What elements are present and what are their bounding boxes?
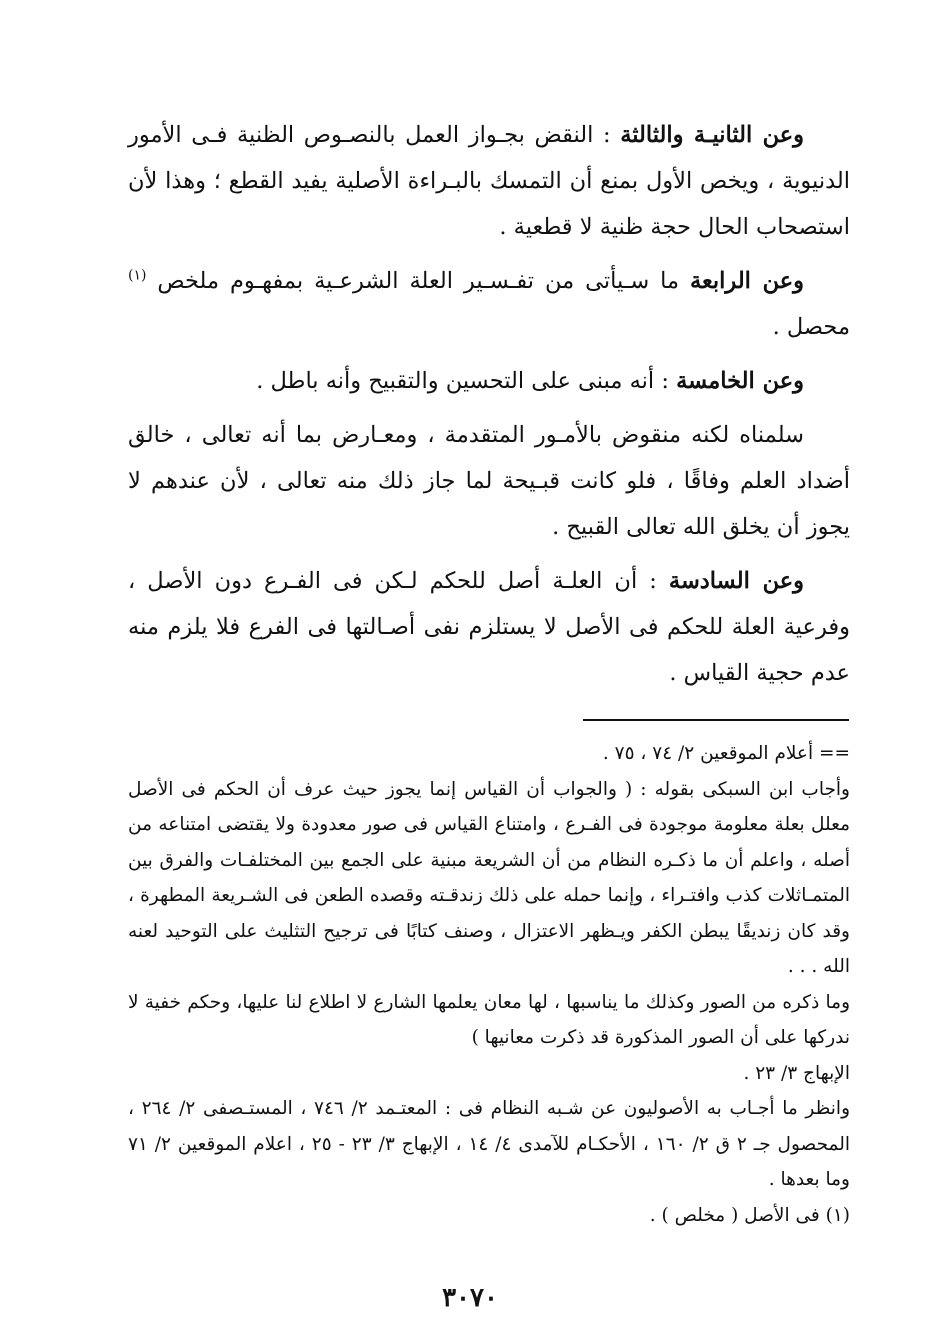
footnote-reference: (١) [128, 267, 147, 284]
footnote-divider [583, 719, 849, 721]
paragraph-text: : أنه مبنى على التحسين والتقبيح وأنه باطل . [256, 368, 677, 394]
paragraph-tail: محصل . [772, 314, 850, 340]
footnote-continuation: == أعلام الموقعين ٢/ ٧٤ ، ٧٥ . [602, 743, 850, 764]
paragraph-lead: وعن السادسة [668, 568, 804, 594]
paragraph-fourth [128, 258, 850, 350]
paragraph-text: : أن العلـة أصل للحكم لـكن فى الفـرع دون الأصل ، وفرعية العلة للحكم فى الأصل لا يستلزم نفى أصـالتها فى الفرع فلا يلزم منه عدم حجية القياس . [128, 568, 850, 686]
paragraph-fifth [128, 358, 850, 404]
footnote-citation: الإبهاج ٣/ ٢٣ . [743, 1062, 850, 1084]
paragraph-second-third [128, 112, 850, 250]
footnote-references: وانظر ما أجـاب به الأصوليون عن شـبه النظام فى : المعتـمد ٢/ ٧٤٦ ، المستـصفى ٢/ ٢٦٤ ، المحصول جـ ٢ ق ٢/ ١٦٠ ، الأحكـام للآمدى ٤/ ١٤ ، الإبهاج ٣/ ٢٣ - ٢٥ ، اعلام الموقعين ٢/ ٧١ وما بعدها . [128, 1098, 851, 1190]
page-number: ٣٠٧٠ [442, 1283, 498, 1313]
paragraph-lead: وعن الثانيـة والثالثة [620, 122, 805, 148]
main-text [128, 112, 850, 704]
paragraph-text: ما سـيأتى من تفـسـير العلة الشرعـية بمفهـوم ملخص [157, 268, 690, 294]
footnote-quote-end: وما ذكره من الصور وكذلك ما يناسبها ، لها معان يعلمها الشارع لا اطلاع لنا عليها، وحكم خفية لا ندركها على أن الصور المذكورة قد ذكرت معانيها ) [128, 991, 850, 1048]
paragraph-lead: وعن الرابعة [689, 268, 804, 294]
paragraph-text: سلمناه لكنه منقوض بالأمـور المتقدمة ، ومعـارض بما أنه تعالى ، خالق أضداد العلم وفاقًا ، فلو كانت قبـيحة لما جاز ذلك منه تعالى ، لأن عندهم لا يجوز أن يخلق الله تعالى القبيح . [128, 422, 850, 540]
footnote-quote: وأجاب ابن السبكى بقوله : ( والجواب أن القياس إنما يجوز حيث عرف أن الحكم فى الأصل معلل بعلة معلومة موجودة فى الفـرع ، وامتناع القياس فى صور معدودة ولا يقتضى امتناعه من أصله ، واعلم أن ما ذكـره النظام من أن الشريعة مبنية على الجمع بين المختلفـات والفرق بين المتمـاثلات كذب وافتـراء ، وإنما حمله على ذلك زندقـته وقصده الطعن فى الشـريعة المطهرة ، وقد كان زنديقًا يبطن الكفر ويـظهر الاعتزال ، وصنف كتابًا فى ترجيح التثليث على التوحيد لعنه الله . . . [128, 778, 850, 977]
paragraph-lead: وعن الخامسة [676, 368, 804, 394]
paragraph-text: : النقض بجـواز العمل بالنصـوص الظنية فـى الأمور الدنيوية ، ويخص الأول بمنع أن التمسك بالبـراءة الأصلية يفيد القطع ؛ وهذا لأن استصحاب الحال حجة ظنية لا قطعية . [128, 122, 850, 240]
footnote-one: (١) فى الأصل ( مخلص ) . [649, 1204, 850, 1226]
paragraph-rebuttal [128, 412, 850, 550]
footnotes [128, 736, 850, 1233]
paragraph-sixth [128, 558, 850, 696]
